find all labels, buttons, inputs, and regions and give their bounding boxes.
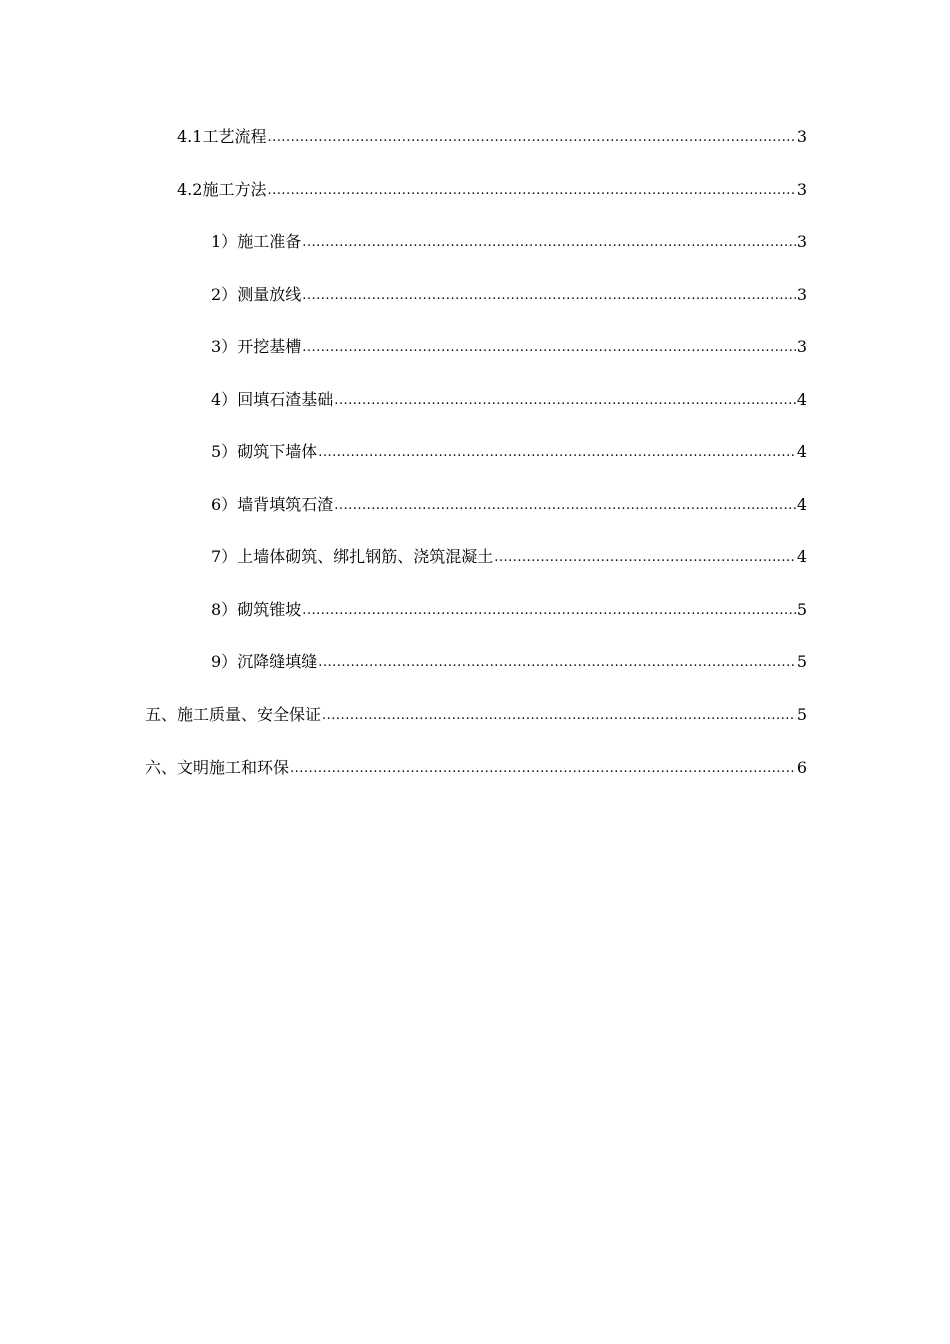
toc-dot-leader: [302, 283, 796, 305]
toc-entry-page: 3: [796, 180, 807, 199]
toc-entry-title: 砌筑锥坡: [237, 600, 302, 619]
toc-dot-leader: [318, 440, 796, 462]
toc-entry[interactable]: [211, 231, 807, 253]
toc-entry[interactable]: [211, 651, 807, 673]
toc-entry-title: 施工方法: [202, 180, 267, 199]
toc-entry-page: 4: [796, 495, 807, 514]
toc-entry-page: 3: [796, 285, 807, 304]
toc-entry-title: 墙背填筑石渣: [237, 495, 334, 514]
toc-entry-number: 3）: [211, 337, 238, 356]
toc-entry-page: 3: [796, 232, 807, 251]
toc-entry-title: 沉降缝填缝: [237, 652, 318, 671]
toc-entry[interactable]: [177, 179, 807, 201]
toc-dot-leader: [318, 650, 796, 672]
toc-entry-page: 5: [796, 600, 807, 619]
toc-entry-page: 3: [796, 337, 807, 356]
toc-entry-page: 5: [796, 652, 807, 671]
toc-entry-page: 3: [796, 127, 807, 146]
toc-entry-page: 4: [796, 547, 807, 566]
toc-entry-title: 文明施工和环保: [177, 758, 290, 777]
toc-dot-leader: [494, 545, 796, 567]
toc-dot-leader: [267, 178, 795, 200]
toc-entry-title: 开挖基槽: [237, 337, 302, 356]
toc-entry[interactable]: [211, 441, 807, 463]
toc-entry[interactable]: [211, 336, 807, 358]
toc-entry[interactable]: [145, 757, 807, 779]
toc-entry-title: 砌筑下墙体: [237, 442, 318, 461]
toc-entry[interactable]: [211, 494, 807, 516]
toc-entry-number: 2）: [211, 285, 238, 304]
toc-entry[interactable]: [177, 126, 807, 148]
toc-entry-page: 6: [796, 758, 807, 777]
toc-entry-number: 7）: [211, 547, 238, 566]
toc-entry-number: 1）: [211, 232, 238, 251]
toc-entry-number: 4.1: [177, 127, 203, 146]
toc-entry-page: 5: [796, 705, 807, 724]
toc-entry[interactable]: [211, 284, 807, 306]
toc-entry-number: 六、: [145, 758, 178, 777]
toc-entry-title: 施工准备: [237, 232, 302, 251]
toc-entry-number: 9）: [211, 652, 238, 671]
toc-dot-leader: [302, 598, 796, 620]
toc-dot-leader: [322, 703, 796, 725]
toc-entry-title: 工艺流程: [202, 127, 267, 146]
toc-dot-leader: [267, 125, 795, 147]
toc-entry-number: 4）: [211, 390, 238, 409]
toc-entry-number: 五、: [145, 705, 178, 724]
toc-entry-number: 8）: [211, 600, 238, 619]
toc-entry-page: 4: [796, 390, 807, 409]
toc-entry-title: 测量放线: [237, 285, 302, 304]
toc-entry-title: 上墙体砌筑、绑扎钢筋、浇筑混凝土: [237, 547, 494, 566]
toc-entry[interactable]: [211, 546, 807, 568]
toc-entry-page: 4: [796, 442, 807, 461]
toc-dot-leader: [302, 230, 796, 252]
toc-entry-number: 5）: [211, 442, 238, 461]
toc-dot-leader: [290, 756, 796, 778]
toc-entry-number: 6）: [211, 495, 238, 514]
toc-entry-number: 4.2: [177, 180, 203, 199]
toc-dot-leader: [302, 335, 796, 357]
toc-dot-leader: [334, 493, 796, 515]
toc-entry[interactable]: [211, 389, 807, 411]
toc-entry-title: 回填石渣基础: [237, 390, 334, 409]
toc-entry-title: 施工质量、安全保证: [177, 705, 322, 724]
toc-entry[interactable]: [145, 704, 807, 726]
toc-dot-leader: [334, 388, 796, 410]
toc-entry[interactable]: [211, 599, 807, 621]
